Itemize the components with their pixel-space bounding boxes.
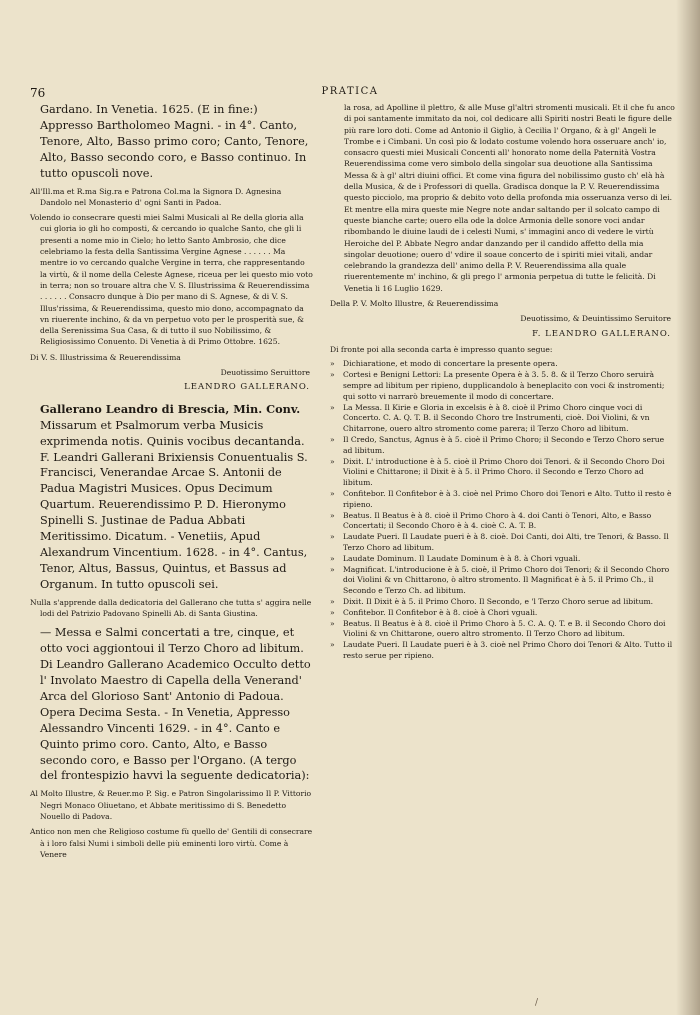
instruction-item <box>330 435 675 457</box>
item-text: La Messa. Il Kirie e Gloria in excelsis è à 8. cioè il Primo Choro cinque voci di Concerto. C. A. Q. T. B. il Secondo Choro tre Instrumenti, cioè. Doi Violini, & vn Chitarrone, ouero altro stromento come parera; il Terzo Choro ad libitum. <box>343 402 650 434</box>
running-title: PRATICA <box>321 86 379 97</box>
entry1-dedication: All'Ill.ma et R.ma Sig.ra e Patrona Col.ma la Signora D. Agnesina Dandolo nel Monasterio d' ogni Santi in Padoa. <box>30 186 282 207</box>
item-text: Laudate Pueri. Il Laudate pueri è à 8. cioè. Doi Canti, doi Alti, tre Tenori, & Basso. Il Terzo Choro ad libitum. <box>343 532 669 552</box>
instruction-item <box>330 597 675 608</box>
left-column <box>30 102 314 864</box>
letter-signature: F. LEANDRO GALLERANO. <box>532 328 671 339</box>
item-text: Dixit. Il Dixit è à 5. il Primo Choro. Il Secondo, e 'l Terzo Choro serue ad libitum. <box>343 596 654 606</box>
item-text: Magnificat. L'introducione è à 5. cioè, il Primo Choro doi Tenori; & il Secondo Choro doi Violini & vn Chittarono, ò altro stromento. Il Magnificat è à 5. il Primo Ch., il Secondo e Terzo Ch. ad libitum. <box>343 564 670 596</box>
entry1-servant: Deuotissimo Seruittore <box>220 367 310 377</box>
item-marker: » <box>330 359 335 369</box>
instruction-item <box>330 554 675 565</box>
item-marker: » <box>330 607 335 617</box>
item-marker: » <box>330 370 335 380</box>
item-marker: » <box>330 553 335 563</box>
instruction-item <box>330 457 675 489</box>
entry1-closing: Di V. S. Illustrissima & Reuerendissima <box>30 352 181 362</box>
letter-block <box>330 102 675 294</box>
letter-servant: Deuotissimo, & Deuintissimo Seruitore <box>520 314 671 324</box>
instruction-item <box>330 565 675 597</box>
letter-closing: Della P. V. Molto Illustre, & Reuerendissima <box>330 299 499 309</box>
entry2 <box>30 402 314 593</box>
instructions-list <box>330 359 675 661</box>
item-marker: » <box>330 532 335 542</box>
page-number: 76 <box>30 86 46 100</box>
item-text: Cortesi e Benigni Lettori: La presente Opera è à 3. 5. 8. & il Terzo Choro seruirà sempre ad libitum per ripieno, dupplicandolo à beneplacito con voci & instromenti; qui sotto vi narrarò breuemente il modo di concertare. <box>343 370 665 401</box>
instruction-item <box>330 359 675 370</box>
right-column <box>330 102 675 662</box>
entry2-title: Missarum et Psalmorum verba Musicis exprimenda notis. Quinis vocibus decantanda. F. Leandri Gallerani Brixiensis Conuentualis S. Francisci, Venerandae Arcae S. Antonii de Padua Magistri Musices. Opus Decimum Quartum. Reuerendissimo P. D. Hieronymo Spinelli S. Justinae de Padua Abbati Meritissimo. Dicatum. - Venetiis, Apud Alexandrum Vincentium. 1628. - in 4°. Cantus, Tenor, Altus, Bassus, Quintus, et Bassus ad Organum. In tutto opuscoli sei. <box>40 418 308 591</box>
item-marker: » <box>330 435 335 445</box>
page-edge-shadow <box>676 0 700 1015</box>
entry2-note: Nulla s'apprende dalla dedicatoria del Gallerano che tutta s' aggira nelle lodi del Patrizio Padovano Spinelli Ab. di Santa Giustina. <box>30 597 312 618</box>
item-marker: » <box>330 564 335 574</box>
pencil-mark: / <box>535 998 539 1008</box>
second-card-note: Di fronte poi alla seconda carta è impresso quanto segue: <box>330 345 553 355</box>
entry1-continuation: Gardano. In Venetia. 1625. (E in fine:) Appresso Bartholomeo Magni. - in 4°. Canto, Tenore, Alto, Basso primo coro; Canto, Tenore, Alto, Basso secondo coro, e Basso continuo. In tutto opuscoli nove. <box>40 103 309 180</box>
instruction-item <box>330 370 675 402</box>
item-marker: » <box>330 456 335 466</box>
item-marker: » <box>330 402 335 412</box>
item-text: Dichiaratione, et modo di concertare la presente opera. <box>343 359 558 369</box>
instruction-item <box>330 619 675 641</box>
entry3-dedication: Al Molto Illustre, & Reuer.mo P. Sig. e Patron Singolarissimo Il P. Vittorio Negri Monaco Oliuetano, et Abbate meritissimo di S. Benedetto Nouello di Padova. <box>30 789 312 821</box>
entry3-letter-start: Antico non men che Religioso costume fù quello de' Gentili di consecrare à i loro falsi Numi i simboli delle più eminenti loro virtù. Come à Venere <box>30 827 313 859</box>
item-text: Beatus. Il Beatus è à 8. cioè il Primo Choro à 4. doi Canti ò Tenori, Alto, e Basso Concertati; il Secondo Choro è à 4. cioè C. A. T. B. <box>343 510 652 531</box>
item-marker: » <box>330 510 335 520</box>
entry1-signature: LEANDRO GALLERANO. <box>184 382 310 393</box>
item-text: Beatus. Il Beatus è à 8. cioè il Primo Choro à 5. C. A. Q. T. e B. il Secondo Choro doi Violini & vn Chittarone, ouero altro stromento. Il Terzo Choro ad libitum. <box>343 618 666 639</box>
item-marker: » <box>330 596 335 606</box>
item-marker: » <box>330 618 335 628</box>
item-text: Confitebor. Il Confitebor è à 3. cioè nel Primo Choro doi Tenori e Alto. Tutto il resto è ripieno. <box>343 489 672 509</box>
instruction-item <box>330 608 675 619</box>
item-text: Il Credo, Sanctus, Agnus è à 5. cioè il Primo Choro; il Secondo e Terzo Choro serue ad libitum. <box>343 435 665 455</box>
item-text: Confitebor. Il Confitebor è à 8. cioè à Chori vguali. <box>343 607 538 617</box>
instruction-item <box>330 403 675 435</box>
instruction-item <box>330 640 675 662</box>
item-text: Laudate Dominum. Il Laudate Dominum è à 8. à Chori vguali. <box>343 553 581 563</box>
entry2-author: Gallerano Leandro di Brescia, Min. Conv. <box>40 401 301 416</box>
item-marker: » <box>330 640 335 650</box>
instruction-item <box>330 532 675 554</box>
instruction-item <box>330 511 675 533</box>
letter-continuation: la rosa, ad Apolline il plettro, & alle Muse gl'altri stromenti musicali. Et il che fu anco di poi santamente immitato da noi, col dedicare alli Spiriti nostri Beati le figure delle più rare loro doti. Come ad Antonio il Giglio, à Cecilia l' Organo, & à gl' Angeli le Trombe e i Cimbani. Un così pio & lodato costume volendo hora osseruare anch' io, consacro questi miei Musicali Concenti all' honorato nome della Paternità Vostra Reuerendissima come vero simbolo della singolar sua deuotione alla Santissima Messa & à gl' altri diuini offici. Et come vina figura del nobilissimo gusto ch' elà hà della Musica, & de i Professori di quella. Gradisca donque la P. V. Reuerendissima questo picciolo, ma proprio & debito voto della profonda mia osseruanza verso di lei. Et mentre ella mira queste mie Negre note andar saltando per il solcato campo di queste bianche carte; ouero ella ode la dolce Armonia delle sonore voci andar ribombando le diuine laudi de i celesti Numi, s' immagini anco di vedere le virtù Heroiche del P. Abbate Negro andar danzando per il candido affetto della mia singolar deuotione; ouero d' vdire il soaue concerto de i spiriti miei vitali, andar celebrando la grandezza dell' animo della P. V. Reuerendissima alla quale riuerentemente m' inchino, & gli prego l' armonia perpetua di tutte le felicità. Di Venetia li 16 Luglio 1629. <box>344 103 675 293</box>
item-marker: » <box>330 489 335 499</box>
item-text: Laudate Pueri. Il Laudate pueri è à 3. cioè nel Primo Choro doi Tenori & Alto. Tutto il resto serue per ripieno. <box>343 640 673 660</box>
entry3-title: — Messa e Salmi concertati a tre, cinque, et otto voci aggiontoui il Terzo Choro ad libitum. Di Leandro Gallerano Academico Occulto detto l' Involato Maestro di Capella della Venerand' Arca del Glorioso Sant' Antonio di Padoua. Opera Decima Sesta. - In Venetia, Appresso Alessandro Vincenti 1629. - in 4°. Canto e Quinto primo coro. Canto, Alto, e Basso secondo coro, e Basso per l'Organo. (A tergo del frontespizio havvi la seguente dedicatoria): <box>40 626 311 783</box>
item-text: Dixit. L' introductione è à 5. cioè il Primo Choro doi Tenori. & il Secondo Choro Doi Violini e Chittarone; il Dixit è à 5. il Primo Choro. il Secondo e Terzo Choro ad libitum. <box>343 456 665 488</box>
instruction-item <box>330 489 675 511</box>
entry1-letter: Volendo io consecrare questi miei Salmi Musicali al Re della gloria alla cui gloria io gli ho composti, & cercando io qualche Santo, che gli li presenti a nome mio in Cielo; ho letto Santo Ambrosio, che dice celebriamo la festa della Santissima Vergine Agnese . . . . . . Ma mentre io vo cercando qualche Vergine in terra, che rappresentando la virtù, & il nome della Celeste Agnese, riceua per lei questo mio voto in terra; non so trouare altra che V. S. Illustrissima & Reuerendissima . . . . . . Consacro dunque à Dio per mano di S. Agnese, & di V. S. Illus'rissima, & Reuerendissima, questo mio dono, accompagnato da vn riuerente inchino, & da vn perpetuo voto per le prosperità sue, & della Serenissima Sua Casa, & di tutto il suo Nobilissimo, & Religiosissimo Conuento. Di Venetia à di Primo Ottobre. 1625. <box>30 213 313 347</box>
running-head <box>0 86 700 102</box>
